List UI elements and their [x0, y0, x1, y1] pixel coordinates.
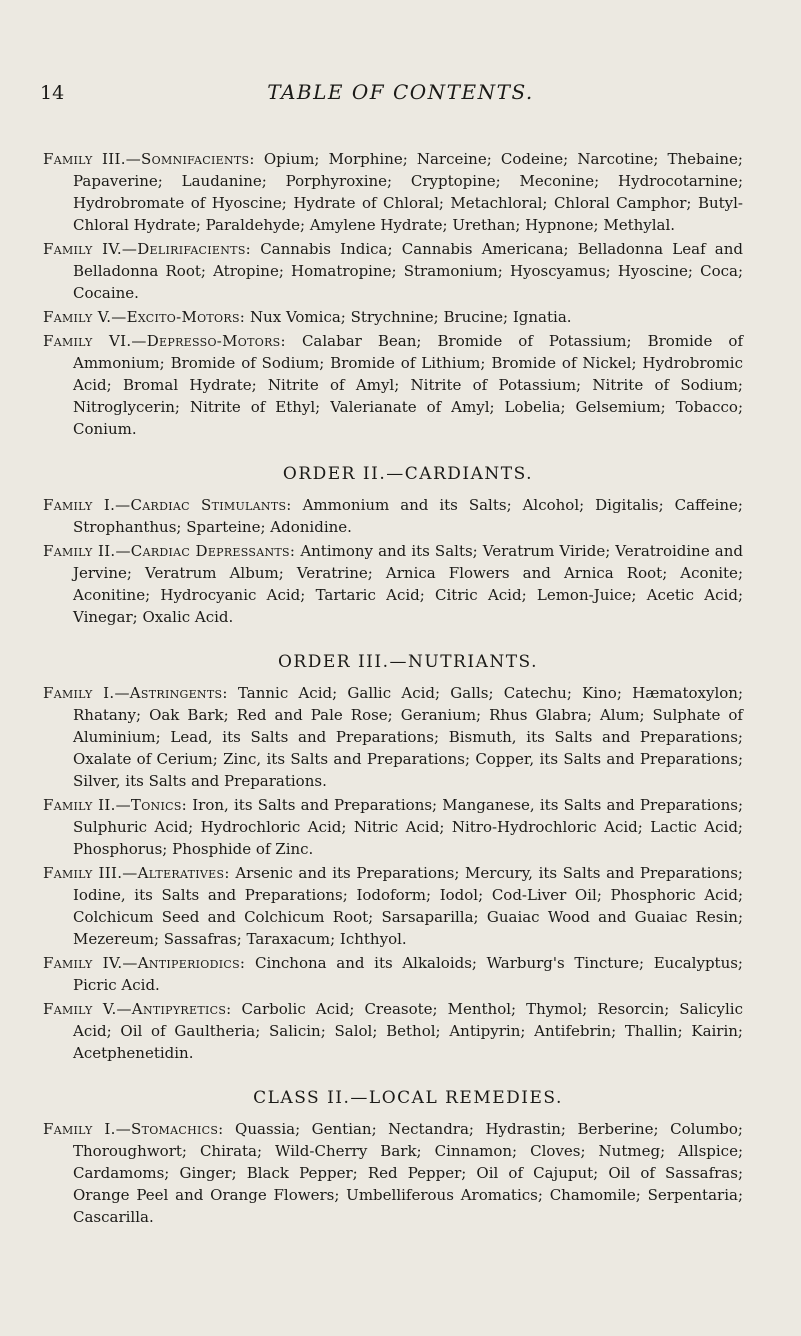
family-text: Antimony and its Salts; Veratrum Viride; Veratroidine and Jervine; Veratrum Album; Veratrine; Arnica Flowers and Arnica Root; Aconite; Aconitine; Hydrocyanic Acid; Tartaric Acid; Citric Acid; Lemon-Juice; Acetic Acid; Vinegar; Oxalic Acid.: [73, 542, 743, 626]
table-of-contents: [43, 148, 743, 1230]
order-i-continued: [43, 148, 743, 440]
section-heading: ORDER III.—NUTRIANTS.: [277, 652, 539, 672]
page-number: 14: [40, 82, 65, 104]
family-label: Family V.—Antipyretics:: [43, 1000, 232, 1018]
family-entry: [43, 952, 743, 996]
running-title: TABLE OF CONTENTS.: [267, 80, 534, 104]
order-ii-section: [43, 464, 743, 628]
family-text: Ammonium and its Salts; Alcohol; Digitalis; Caffeine; Strophanthus; Sparteine; Adonidine.: [73, 496, 743, 536]
order-iii-section: [43, 652, 743, 1064]
family-entry: [43, 148, 743, 236]
section-heading: CLASS II.—LOCAL REMEDIES.: [253, 1088, 563, 1108]
family-entry: [43, 862, 743, 950]
family-text: Tannic Acid; Gallic Acid; Galls; Catechu; Kino; Hæmatoxylon; Rhatany; Oak Bark; Red and Pale Rose; Geranium; Rhus Glabra; Alum; Sulphate of Aluminium; Lead, its Salts and Preparations; Bismuth, its Salts and Preparations; Oxalate of Cerium; Zinc, its Salts and Preparations; Copper, its Salts and Preparations; Silver, its Salts and Preparations.: [73, 684, 743, 790]
family-text: Quassia; Gentian; Nectandra; Hydrastin; Berberine; Columbo; Thoroughwort; Chirata; Wild-Cherry Bark; Cinnamon; Cloves; Nutmeg; Allspice; Cardamoms; Ginger; Black Pepper; Red Pepper; Oil of Cajuput; Oil of Sassafras; Orange Peel and Orange Flowers; Umbelliferous Aromatics; Chamomile; Serpentaria; Cascarilla.: [73, 1120, 743, 1226]
family-label: Family II.—Tonics:: [43, 796, 188, 814]
family-entry: [43, 1118, 743, 1228]
family-entry: [43, 238, 743, 304]
family-entry: [43, 998, 743, 1064]
family-label: Family I.—Stomachics:: [43, 1120, 224, 1138]
family-label: Family I.—Cardiac Stimulants:: [43, 496, 292, 514]
family-text: Carbolic Acid; Creasote; Menthol; Thymol; Resorcin; Salicylic Acid; Oil of Gaultheria; Salicin; Salol; Bethol; Antipyrin; Antifebrin; Thallin; Kairin; Acetphenetidin.: [73, 1000, 743, 1062]
class-ii-section: [43, 1088, 743, 1228]
family-label: Family III.—Alteratives:: [43, 864, 230, 882]
family-entry: [43, 330, 743, 440]
section-heading: ORDER II.—CARDIANTS.: [282, 464, 534, 484]
family-text: Opium; Morphine; Narceine; Codeine; Narcotine; Thebaine; Papaverine; Laudanine; Porphyroxine; Cryptopine; Meconine; Hydrocotarnine; Hydrobromate of Hyoscine; Hydrate of Chloral; Metachloral; Chloral Camphor; Butyl-Chloral Hydrate; Paraldehyde; Amylene Hydrate; Urethan; Hypnone; Methylal.: [73, 150, 743, 234]
family-entry: [43, 682, 743, 792]
family-text: Cannabis Indica; Cannabis Americana; Belladonna Leaf and Belladonna Root; Atropine; Homatropine; Stramonium; Hyoscyamus; Hyoscine; Coca; Cocaine.: [73, 240, 744, 302]
family-entry: [43, 794, 743, 860]
family-entry: [43, 494, 743, 538]
family-label: Family VI.—Depresso-Motors:: [43, 332, 286, 350]
family-text: Nux Vomica; Strychnine; Brucine; Ignatia.: [249, 308, 572, 326]
family-label: Family II.—Cardiac Depressants:: [43, 542, 296, 560]
family-text: Arsenic and its Preparations; Mercury, its Salts and Preparations; Iodine, its Salts and Preparations; Iodoform; Iodol; Cod-Liver Oil; Phosphoric Acid; Colchicum Seed and Colchicum Root; Sarsaparilla; Guaiac Wood and Guaiac Resin; Mezereum; Sassafras; Taraxacum; Ichthyol.: [73, 864, 743, 948]
family-text: Iron, its Salts and Preparations; Manganese, its Salts and Preparations; Sulphuric Acid; Hydrochloric Acid; Nitric Acid; Nitro-Hydrochloric Acid; Lactic Acid; Phosphorus; Phosphide of Zinc.: [73, 796, 744, 858]
family-label: Family IV.—Antiperiodics:: [43, 954, 246, 972]
family-label: Family IV.—Delirifacients:: [43, 240, 252, 258]
family-text: Cinchona and its Alkaloids; Warburg's Tincture; Eucalyptus; Picric Acid.: [73, 954, 743, 994]
family-text: Calabar Bean; Bromide of Potassium; Bromide of Ammonium; Bromide of Sodium; Bromide of Lithium; Bromide of Nickel; Hydrobromic Acid; Bromal Hydrate; Nitrite of Amyl; Nitrite of Potassium; Nitrite of Sodium; Nitroglycerin; Nitrite of Ethyl; Valerianate of Amyl; Lobelia; Gelsemium; Tobacco; Conium.: [73, 332, 743, 438]
family-entry: [43, 540, 743, 628]
family-label: Family III.—Somnifacients:: [43, 150, 255, 168]
family-entry: [43, 306, 743, 328]
family-label: Family I.—Astringents:: [43, 684, 228, 702]
family-label: Family V.—Excito-Motors:: [43, 308, 246, 326]
